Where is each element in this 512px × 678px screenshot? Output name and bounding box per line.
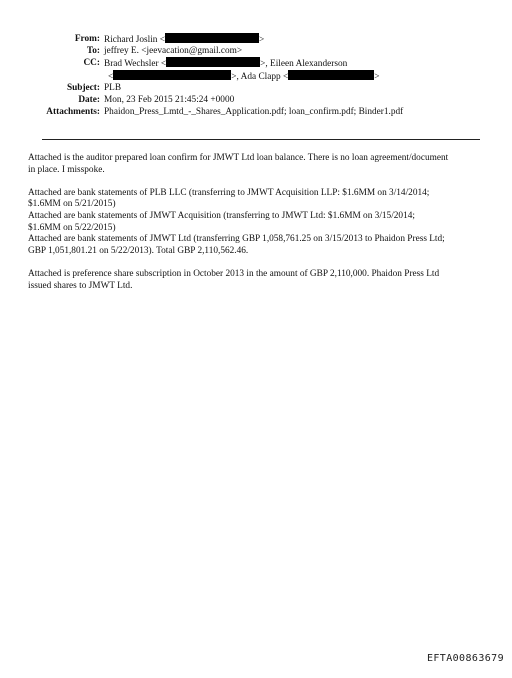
document-id: EFTA00863679 — [426, 653, 504, 664]
attachments-row — [0, 106, 512, 118]
body-paragraph-loan-confirm — [28, 153, 490, 176]
cc-ada: >, Ada Clapp < — [231, 71, 289, 82]
redaction-block — [165, 33, 259, 43]
date-label: Date: — [78, 94, 100, 105]
body-paragraph-share-subscription — [28, 269, 490, 292]
body-line: Attached is preference share subscription in October 2013 in the amount of GBP 2,110,000. Phaidon Press Ltd — [28, 268, 440, 279]
date-row — [0, 94, 512, 106]
body-line: in place. I misspoke. — [28, 164, 105, 175]
body-line: Attached are bank statements of JMWT Acquisition (transferring to JMWT Ltd: $1.6MM on 3/15/2014; — [28, 210, 415, 221]
subject-label: Subject: — [66, 82, 100, 93]
header-divider — [42, 139, 480, 140]
cc-row — [0, 57, 512, 69]
email-header — [0, 33, 512, 118]
to-label: To: — [86, 46, 100, 57]
body-line: $1.6MM on 5/22/2015) — [28, 222, 116, 233]
from-row — [0, 33, 512, 45]
attachments-value: Phaidon_Press_Lmtd_-_Shares_Application.pdf; loan_confirm.pdf; Binder1.pdf — [104, 107, 404, 118]
body-line: GBP 1,051,801.21 on 5/22/2013). Total GBP 2,110,562.46. — [28, 245, 249, 256]
cc-row-continued — [0, 70, 512, 82]
cc-open: < — [108, 71, 114, 82]
attachments-label: Attachments: — [46, 107, 100, 118]
to-row — [0, 45, 512, 57]
to-value: jeffrey E. <jeevacation@gmail.com> — [104, 46, 243, 57]
redaction-block — [288, 70, 374, 80]
body-line: issued shares to JMWT Ltd. — [28, 280, 133, 291]
body-line: Attached are bank statements of PLB LLC (transferring to JMWT Acquisition LLP: $1.6MM on 3/14/2014; — [28, 187, 430, 198]
cc-eileen: >, Eileen Alexanderson — [260, 59, 348, 70]
body-line: Attached is the auditor prepared loan confirm for JMWT Ltd loan balance. There is no loan agreement/document — [28, 153, 449, 163]
from-close: > — [259, 35, 265, 45]
date-value: Mon, 23 Feb 2015 21:45:24 +0000 — [104, 94, 235, 105]
email-body — [28, 153, 490, 292]
body-paragraph-bank-statements — [28, 188, 490, 258]
redaction-block — [113, 70, 231, 80]
body-line: Attached are bank statements of JMWT Ltd (transferring GBP 1,058,761.25 on 3/15/2013 to Phaidon Press Ltd; — [28, 234, 445, 245]
cc-brad: Brad Wechsler < — [104, 59, 167, 70]
redaction-block — [166, 57, 260, 67]
from-name: Richard Joslin < — [104, 35, 166, 45]
cc-close: > — [374, 71, 380, 82]
body-line: $1.6MM on 5/21/2015) — [28, 199, 116, 210]
subject-row — [0, 82, 512, 94]
subject-value: PLB — [104, 82, 122, 93]
cc-label: CC: — [83, 58, 100, 69]
from-label: From: — [74, 34, 100, 44]
